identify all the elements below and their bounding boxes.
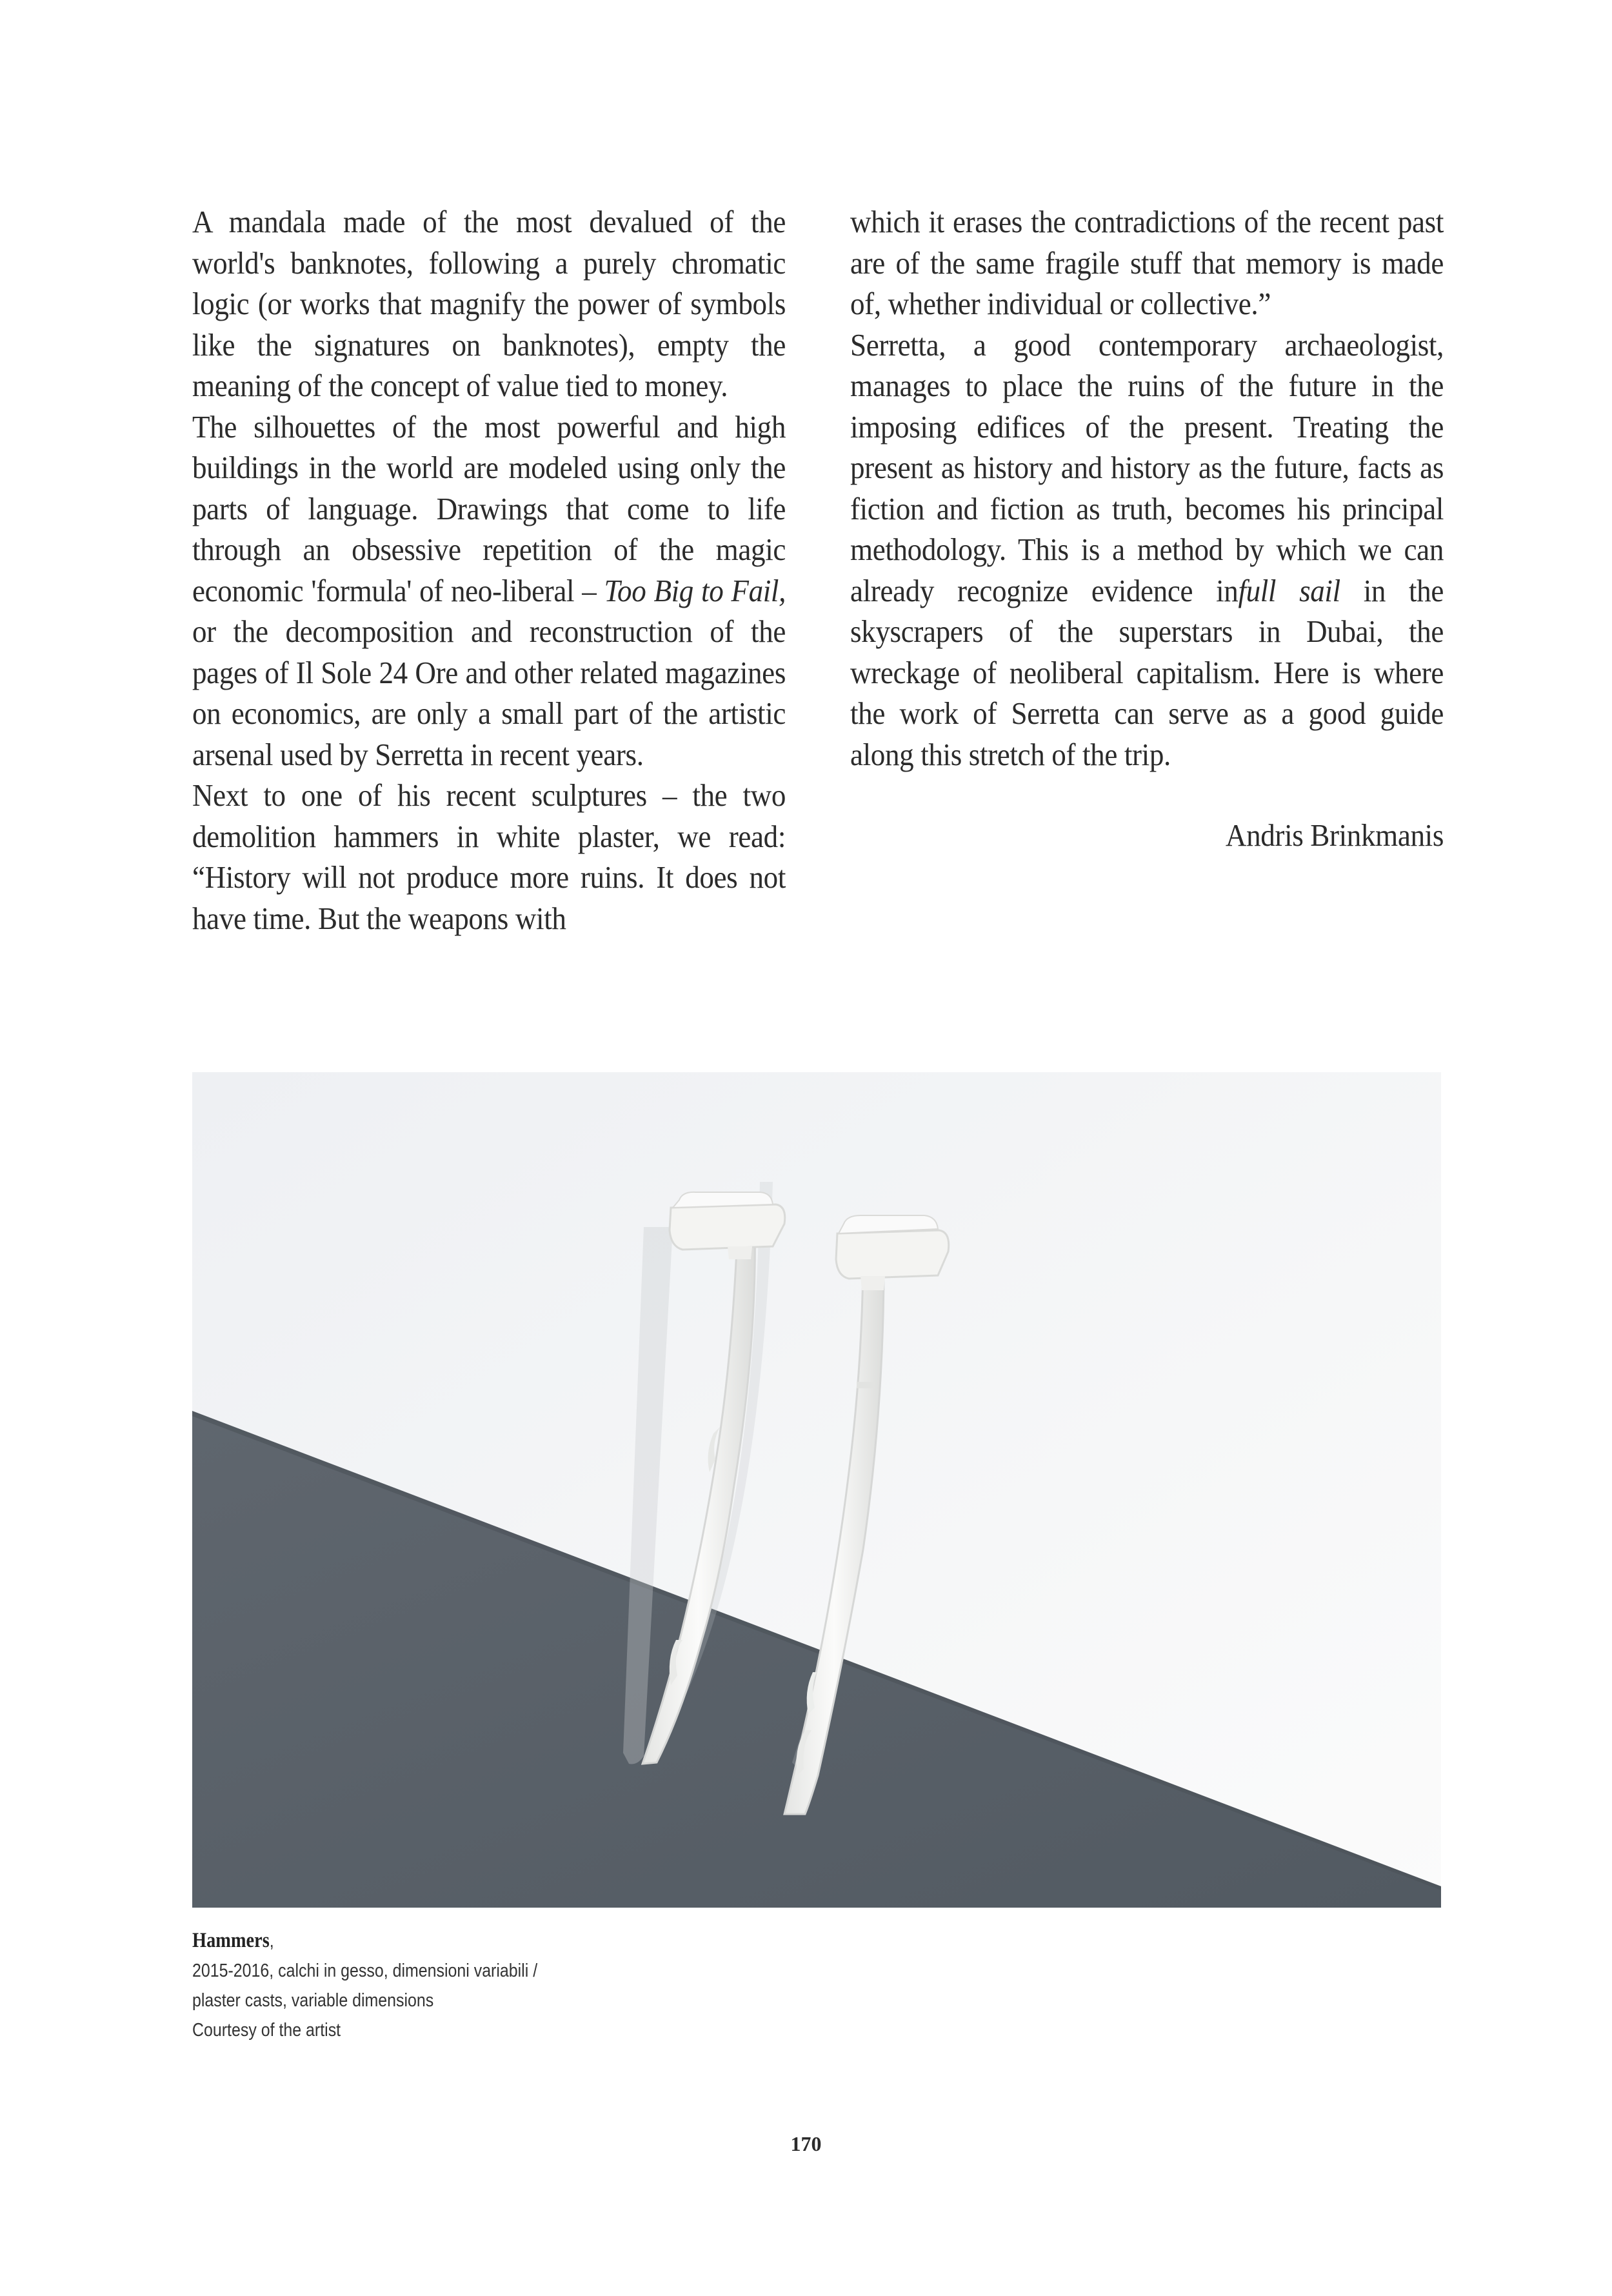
text-column-left [192, 201, 786, 939]
paragraph: Next to one of his recent sculptures – the two demolition hammers in white plaster, we read: “History will not produce more ruins. It does not have time. But the weapons with [192, 777, 786, 936]
caption-line: Courtesy of the artist [192, 2020, 341, 2041]
paragraph-text: Serretta, a good contemporary archaeologist, manages to place the ruins of the future in the imposing edifices of the present. Treating the present as history and history as the future, facts as fiction and fiction as truth, becomes his principal methodology. This is a method by which we can already recognize evidence in [850, 326, 1444, 608]
paragraph: A mandala made of the most devalued of the world's banknotes, following a purely chromatic logic (or works that magnify the power of symbols like the signatures on banknotes), empty the meaning of the concept of value tied to money. [192, 204, 786, 403]
paragraph [192, 406, 786, 775]
caption-line: plaster casts, variable dimensions [192, 1990, 434, 2011]
page-number: 170 [790, 2132, 822, 2155]
book-title-italic: Too Big to Fail, [604, 572, 786, 608]
paragraph-text: The silhouettes of the most powerful and high buildings in the world are modeled using only the parts of language. Drawings that come to life through an obsessive repetition of the magic economic 'formula' of neo-liberal – [192, 408, 786, 608]
figure-caption [192, 1926, 537, 2045]
artwork-photo [192, 1072, 1441, 1908]
author-signature: Andris Brinkmanis [1225, 817, 1444, 853]
paragraph-text: or the decomposition and reconstruction of the pages of Il Sole 24 Ore and other related magazines on economics, are only a small part of the artistic arsenal used by Serretta in recent years. [192, 614, 786, 772]
caption-title: Hammers [192, 1929, 270, 1952]
paragraph [850, 324, 1444, 775]
caption-title-line [192, 1926, 537, 1956]
paragraph-text: in the skyscrapers of the superstars in Dubai, the wreckage of neoliberal capitalism. Here is where the work of Serretta can serve as a good guide along this stretch of the trip. [850, 572, 1444, 772]
caption-title-suffix: , [269, 1931, 274, 1952]
text-column-right [850, 201, 1444, 856]
caption-line: 2015-2016, calchi in gesso, dimensioni variabili / [192, 1961, 538, 1981]
hammers-sculpture-image [192, 1072, 1441, 1908]
emphasis-italic: full sail [1238, 572, 1340, 608]
paragraph: which it erases the contradictions of the recent past are of the same fragile stuff that memory is made of, whether individual or collective.” [850, 204, 1444, 321]
